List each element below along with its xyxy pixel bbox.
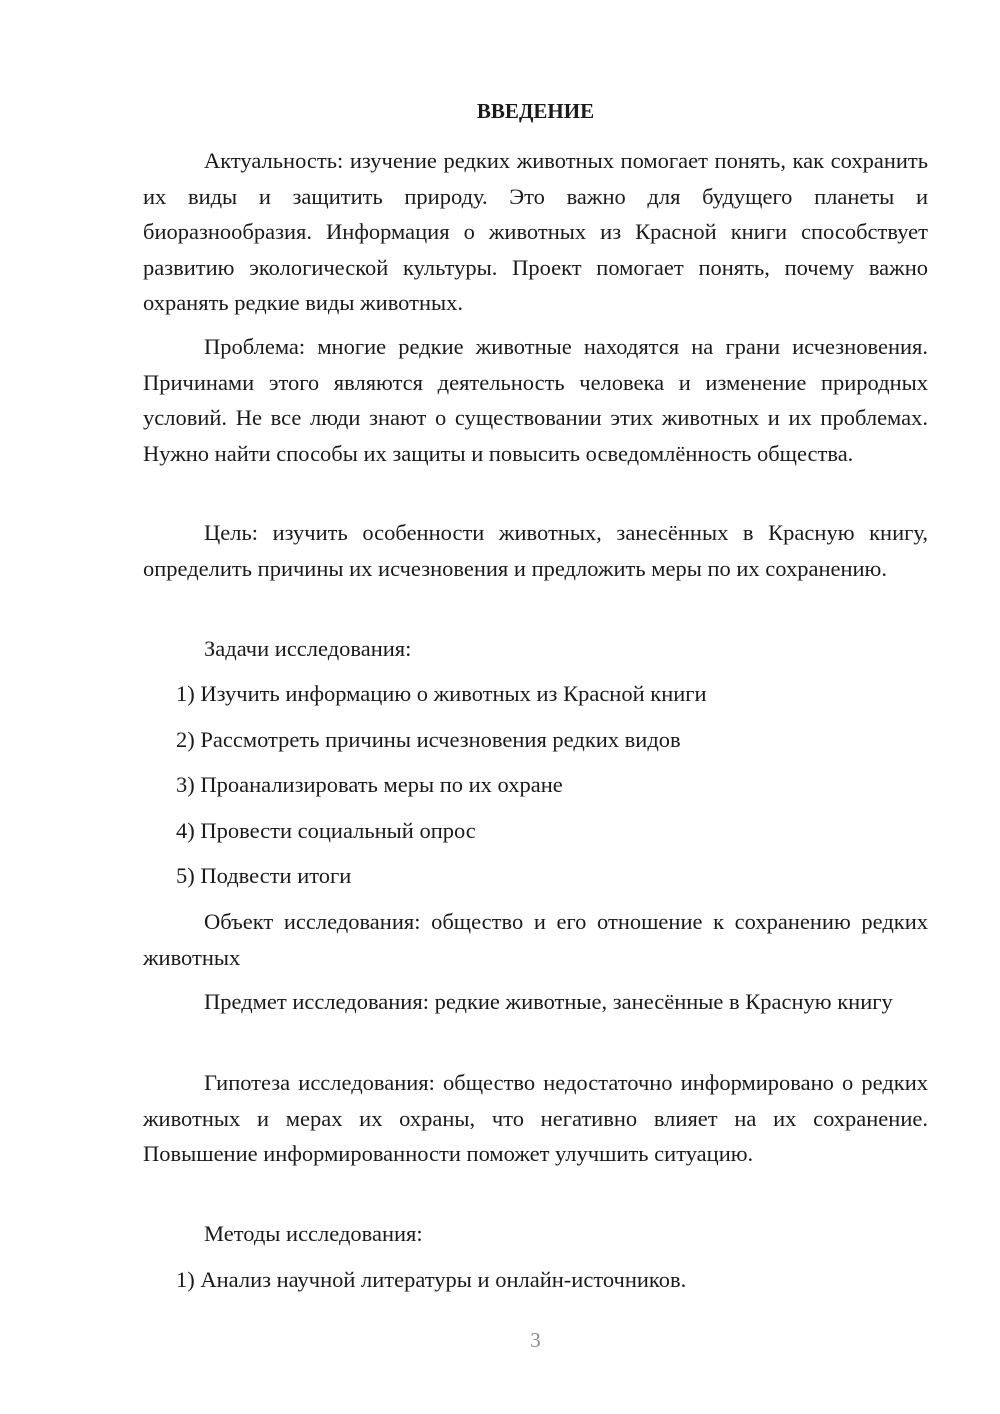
hypothesis-paragraph: Гипотеза исследования: общество недостаточно информировано о редких животных и мерах их охраны, что негативно влияет на их сохранение. Повышение информированности поможет улучшить ситуацию. (143, 1070, 928, 1166)
page-number: 3 (530, 1328, 541, 1352)
methods-heading: Методы исследования: (204, 1221, 423, 1246)
problem-paragraph: Проблема: многие редкие животные находятся на грани исчезновения. Причинами этого являются деятельность человека и изменение природных условий. Не все люди знают о существовании этих животных и их проблемах. Нужно найти способы их защиты и повысить осведомлённость общества. (143, 334, 928, 466)
object-paragraph: Объект исследования: общество и его отношение к сохранению редких животных (143, 909, 928, 970)
page-title: ВВЕДЕНИЕ (476, 99, 595, 123)
tasks-heading: Задачи исследования: (204, 636, 412, 661)
relevance-paragraph: Актуальность: изучение редких животных помогает понять, как сохранить их виды и защитить природу. Это важно для будущего планеты и биоразнообразия. Информация о животных из Красной книги способствует развитию экологической культуры. Проект помогает понять, почему важно охранять редкие виды животных. (143, 148, 928, 315)
task-item-1: 1) Изучить информацию о животных из Красной книги (176, 681, 707, 706)
goal-paragraph: Цель: изучить особенности животных, занесённых в Красную книгу, определить причины их исчезновения и предложить меры по их сохранению. (143, 520, 928, 581)
document-page (143, 0, 928, 1414)
task-item-2: 2) Рассмотреть причины исчезновения редких видов (176, 727, 681, 752)
task-item-4: 4) Провести социальный опрос (176, 818, 476, 843)
task-item-5: 5) Подвести итоги (176, 863, 352, 888)
task-item-3: 3) Проанализировать меры по их охране (176, 772, 563, 797)
subject-paragraph: Предмет исследования: редкие животные, занесённые в Красную книгу (204, 989, 893, 1014)
method-item-1: 1) Анализ научной литературы и онлайн-источников. (176, 1267, 687, 1292)
